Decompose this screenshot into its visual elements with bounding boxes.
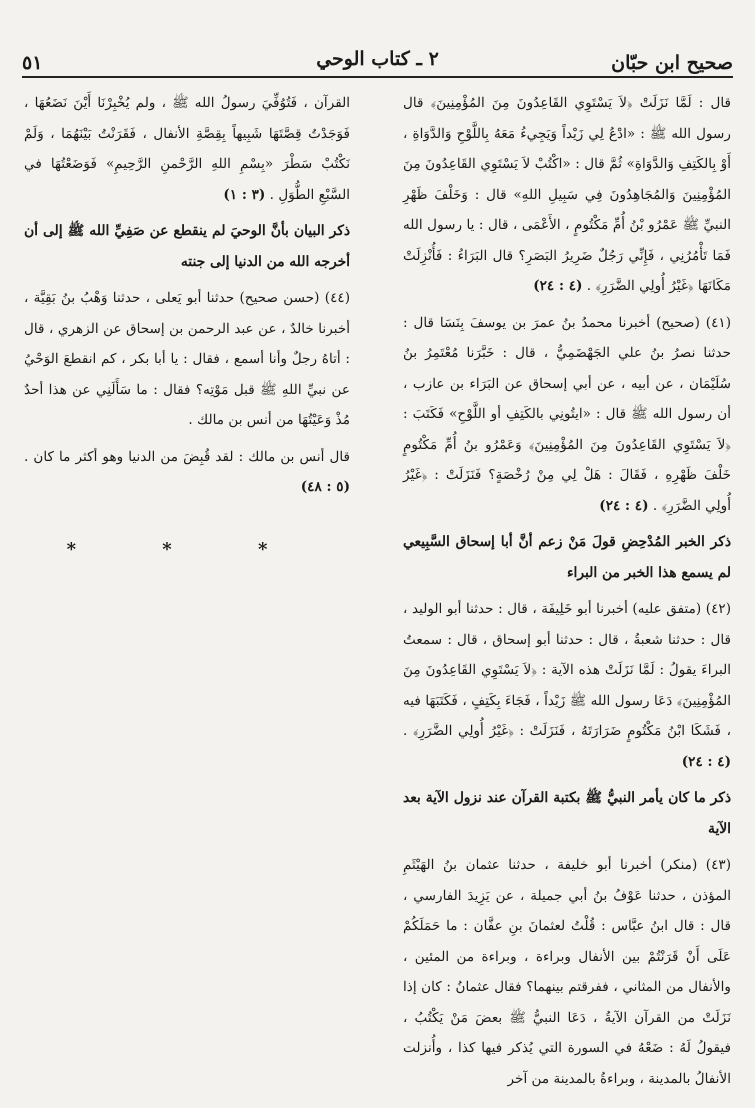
section-heading <box>403 527 731 588</box>
paragraph-text: ذكر ما كان يأمر النبيُّ ﷺ بكتبة القرآن عند نزول الآية بعد الآية <box>403 790 731 837</box>
volume-reference: (٤ : ٢٤) <box>599 497 649 514</box>
header-rule <box>22 76 733 78</box>
hadith-paragraph <box>24 283 350 436</box>
book-title: صحيح ابن حبّان <box>611 52 733 74</box>
end-mark: * * * <box>66 538 308 560</box>
hadith-paragraph <box>403 308 731 522</box>
left-column <box>24 88 350 565</box>
section-heading <box>24 216 350 277</box>
volume-reference: (٤ : ٢٤) <box>681 753 731 770</box>
paragraph-text: قال أنس بن مالك : لقد قُبِضَ من الدنيا وهو أكثر ما كان . <box>24 448 350 465</box>
hadith-paragraph <box>24 442 350 503</box>
right-column <box>403 88 731 1100</box>
paragraph-text: (٤١) (صحيح) أخبرنا محمدُ بنُ عمرَ بن يوسفَ بِنَسَا قال : حدثنا نصرُ بنُ علي الجَهْضَمِيُّ ، قال : خَبَّرَنا مُعْتَمِرُ بنُ سُلَيْمَان ، عن أبيه ، عن أبي إسحاق عن البَرَاء بن عازب ، أن رسول الله ﷺ قال : «ايتُونِي بالكَتِفِ أو اللَّوْحِ» فَكَتَبَ : ﴿لاَ يَسْتَوِي القَاعِدُونَ مِنَ المُؤْمِنِينَ﴾ وَعَمْرُو بنُ أُمِّ مَكْتُومٍ خَلْفَ ظَهْرِهِ ، فَقَالَ : هَلْ لِي مِنْ رُخْصَةٍ؟ فَنَزَلَتْ : ﴿غَيْرُ أُولِي الضَّرَرِ﴾ . <box>403 314 731 514</box>
paragraph-text: (٤٢) (متفق عليه) أخبرنا أبو خَلِيفَة ، قال : حدثنا أبو الوليد ، قال : حدثنا شعبةُ ، قال : حدثنا أبو إسحاق ، قال : سمعتُ البراءَ يقولُ : لَمَّا نَزَلَتْ هذه الآية : ﴿لاَ يَسْتَوِي القَاعِدُونَ مِنَ المُؤْمِنِينَ﴾ دَعَا رسول الله ﷺ زَيْداً ، فَجَاءَ بِكَتِفٍ ، فَكَتَبَهَا فيه ، فَشَكَا ابْنُ مَكْتُومٍ ضَرَارَتَهُ ، فَنَزَلَتْ : ﴿غَيْرُ أُولِي الضَّرَرِ﴾ . <box>403 601 731 739</box>
paragraph-text: (٤٤) (حسن صحيح) حدثنا أبو يَعلى ، حدثنا وَهْبُ بنُ بَقِيَّة ، أخبرنا خالدٌ ، عن عبد الرحمن بن إسحاق عن الزهري ، قال : أتاهُ رجلٌ وأنا أسمع ، فقال : يا أبا بكر ، كم انقطعَ الوَحْيُ عن نبيِّ اللهِ ﷺ قبل مَوْتِه؟ فقال : ما سَأَلَنِي عن هذا أحدٌ مُذْ وَعَيْتُهَا من أنس بن مالك . <box>24 290 350 428</box>
volume-reference: (٥ : ٤٨) <box>300 479 350 495</box>
chapter-title: ٢ ـ كتاب الوحي <box>316 48 439 70</box>
section-heading <box>403 783 731 844</box>
hadith-paragraph <box>403 594 731 777</box>
paragraph-text: قال : لَمَّا نَزَلَتْ ﴿لاَ يَسْتَوِي القَاعِدُونَ مِنَ المُؤْمِنِينَ﴾ قال رسول الله ﷺ : «ادْعُ لِي زَيْداً وَيَجِيءُ مَعَهُ بِاللَّوْحِ وَالدَّوَاةِ ، أَوْ بِالكَتِفِ وَالدَّوَاةِ» ثُمَّ قال : «اكْتُبْ لاَ يَسْتَوِي القَاعِدُونَ مِنَ المُؤْمِنِينَ وَالمُجَاهِدُونَ فِي سَبِيلِ اللهِ» قال : وَخَلْفَ ظَهْرِ النبيِّ ﷺ عَمْرُو بْنُ أُمِّ مَكْتُومٍ ، الأَعْمَى ، قال : يا رسول الله فَمَا تَأْمُرُنِي ، فَإِنِّي رَجُلٌ ضَرِيرُ البَصَرِ؟ قال البَرَاءُ : فَأُنْزِلَتْ مَكَانَهَا ﴿غَيْرُ أُولِي الضَّرَرِ﴾ . <box>403 95 731 294</box>
hadith-paragraph <box>403 850 731 1094</box>
hadith-paragraph <box>403 88 731 302</box>
page-header <box>22 42 733 74</box>
volume-reference: (٤ : ٢٤) <box>533 278 583 294</box>
page-number: ٥١ <box>22 52 43 74</box>
paragraph-text: ذكر البيان بأنَّ الوحيَ لم ينقطع عن صَفِيِّ الله ﷺ إلى أن أخرجه الله من الدنيا إلى جنته <box>24 223 350 270</box>
volume-reference: (٣ : ١) <box>223 186 266 203</box>
hadith-paragraph <box>24 88 350 210</box>
paragraph-text: ذكر الخبر المُدْحِضِ قولَ مَنْ زعم أنَّ أبا إسحاق السَّبِيعي لم يسمع هذا الخبر من البراء <box>403 534 731 581</box>
paragraph-text: القرآن ، فَتُوُفِّيَ رسولُ الله ﷺ ، ولم يُخْبِرْنَا أَيْنَ نَضَعُهَا ، فَوَجَدْتُ قِصَّتَهَا شَبِيهاً بِقِصَّةِ الأنفال ، فَقَرَنْتُ بَيْنَهُمَا ، وَلَمْ نَكْتُبْ سَطْرَ «بِسْمِ اللهِ الرَّحْمنِ الرَّحِيمِ» فَوَضَعْتُهَا في السَّبْعِ الطُّوَلِ . <box>24 95 350 203</box>
paragraph-text: (٤٣) (منكر) أخبرنا أبو خليفة ، حدثنا عثمان بنُ الهَيْثَمِ المؤذن ، حدثنا عَوْفُ بنُ أبي جميلة ، عن يَزِيدَ الفارسي ، قال : قال ابنُ عبَّاس : قُلْتُ لعثمانَ بنِ عفَّان : ما حَمَلَكُمْ عَلَى أَنْ قَرَنْتُمْ بين الأنفال وبراءة ، وبراءة من المئين ، والأنفال من المثاني ، ففرقتم بينهما؟ فقال عثمانُ : كان إذا نَزَلَتْ من القرآن الآيةُ ، دَعَا النبيُّ ﷺ بعضَ مَنْ يَكْتُبُ ، فيقولُ لَهُ : ضَعْهُ في السورة التي يُذكر فيها كذا ، وأُنزلت الأنفالُ بالمدينة ، وبراءةُ بالمدينة من آخر <box>403 857 731 1087</box>
